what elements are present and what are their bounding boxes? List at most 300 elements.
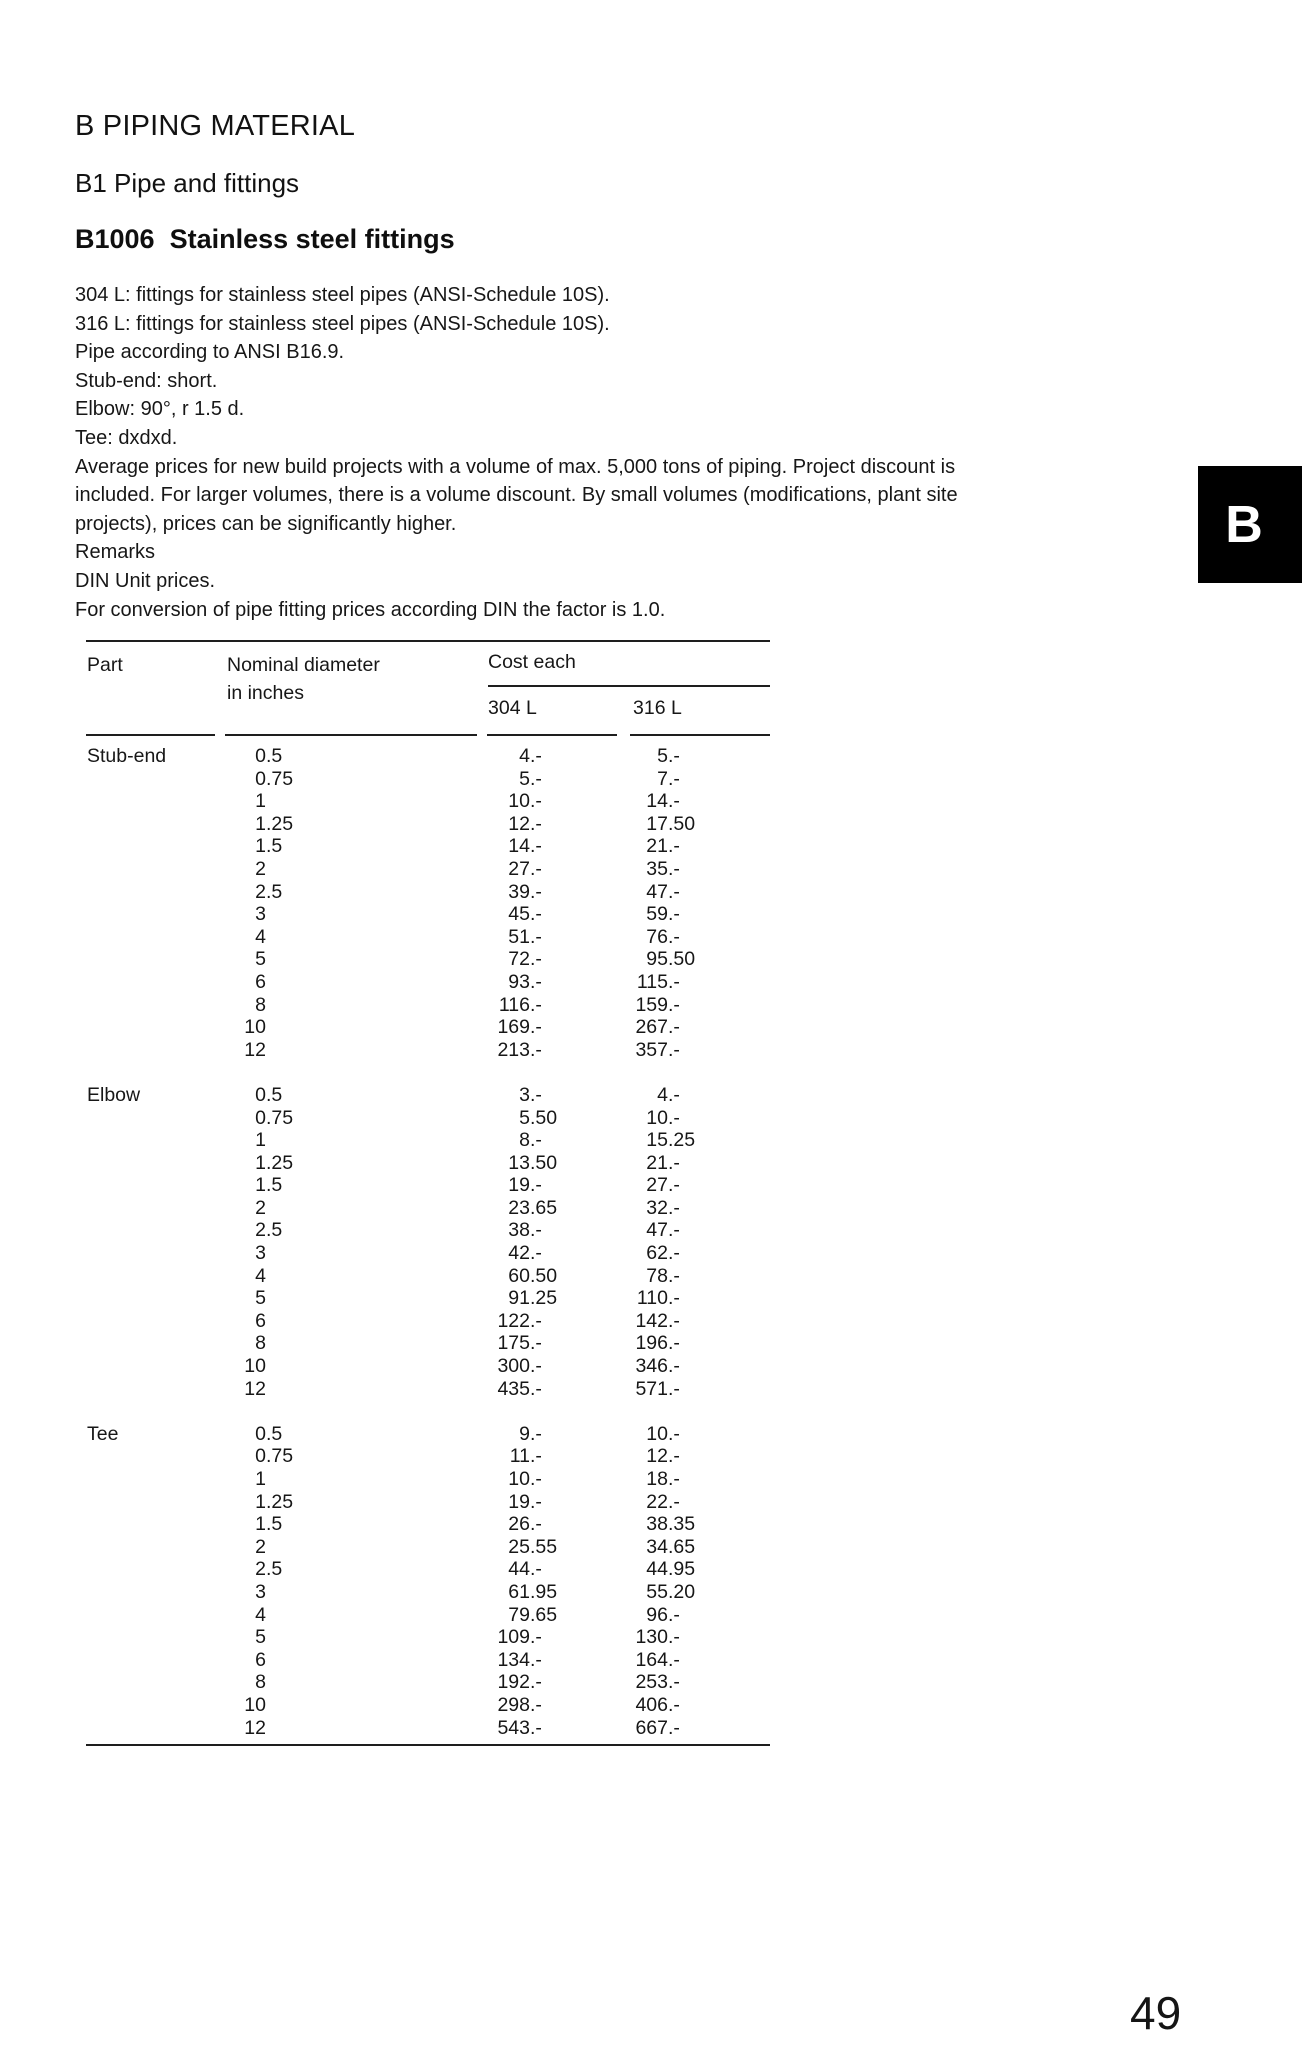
description-line: Stub-end: short. bbox=[75, 369, 218, 392]
price-316l: 164 bbox=[635, 1648, 668, 1671]
price-316l: 142 bbox=[635, 1309, 668, 1332]
diameter-value-fraction: .5 bbox=[266, 1422, 283, 1445]
diameter-value: 8 bbox=[255, 1332, 266, 1355]
price-316l-fraction: .- bbox=[668, 970, 680, 993]
table-row bbox=[86, 858, 770, 881]
table-row bbox=[86, 1445, 770, 1468]
table-row bbox=[86, 1242, 770, 1265]
column-header-316l: 316 L bbox=[633, 697, 682, 719]
price-304l-fraction: .55 bbox=[530, 1535, 558, 1558]
diameter-value-fraction: .5 bbox=[266, 835, 283, 858]
table-row bbox=[86, 1378, 770, 1401]
price-304l-fraction: .25 bbox=[530, 1287, 558, 1310]
table-row bbox=[86, 1332, 770, 1355]
price-304l: 60 bbox=[508, 1264, 530, 1287]
price-304l-fraction: .- bbox=[530, 767, 542, 790]
chapter-heading: B PIPING MATERIAL bbox=[75, 110, 356, 142]
table-row bbox=[86, 1649, 770, 1672]
price-304l-fraction: .- bbox=[530, 812, 542, 835]
price-304l: 5 bbox=[519, 767, 530, 790]
price-304l: 10 bbox=[508, 790, 530, 813]
table-row bbox=[86, 1468, 770, 1491]
price-304l-fraction: .- bbox=[530, 1558, 542, 1581]
price-304l-fraction: .- bbox=[530, 903, 542, 926]
price-304l-fraction: .- bbox=[530, 1422, 542, 1445]
price-304l: 72 bbox=[508, 948, 530, 971]
description-line: Remarks bbox=[75, 541, 156, 564]
price-316l: 96 bbox=[646, 1603, 668, 1626]
price-316l-fraction: .50 bbox=[668, 812, 696, 835]
price-304l-fraction: .- bbox=[530, 1242, 542, 1265]
price-316l-fraction: .- bbox=[668, 1151, 680, 1174]
price-316l: 47 bbox=[646, 1219, 668, 1242]
price-304l-fraction: .- bbox=[530, 993, 542, 1016]
diameter-value: 4 bbox=[255, 1264, 266, 1287]
part-column-rule bbox=[86, 734, 215, 736]
price-304l: 25 bbox=[508, 1535, 530, 1558]
price-304l-fraction: .- bbox=[530, 1355, 542, 1378]
price-316l-fraction: .- bbox=[668, 1219, 680, 1242]
price-304l-fraction: .50 bbox=[530, 1151, 558, 1174]
price-316l-fraction: .- bbox=[668, 1174, 680, 1197]
description-line: 304 L: fittings for stainless steel pipes (ANSI-Schedule 10S). bbox=[75, 284, 610, 306]
price-304l: 10 bbox=[508, 1468, 530, 1490]
table-row bbox=[86, 790, 770, 813]
part-label: Elbow bbox=[87, 1083, 141, 1106]
diameter-value: 2 bbox=[255, 1196, 266, 1219]
part-label: Tee bbox=[87, 1422, 119, 1445]
price-316l: 21 bbox=[646, 835, 668, 858]
price-304l: 8 bbox=[519, 1129, 530, 1152]
price-304l-fraction: .50 bbox=[530, 1264, 558, 1287]
price-316l-fraction: .- bbox=[668, 1287, 680, 1310]
diameter-value: 1 bbox=[255, 1151, 266, 1174]
price-316l-fraction: .- bbox=[668, 1648, 680, 1671]
column-header-part: Part bbox=[87, 654, 123, 676]
table-row bbox=[86, 1491, 770, 1514]
price-304l: 14 bbox=[508, 835, 530, 858]
price-316l: 12 bbox=[646, 1445, 668, 1468]
description bbox=[75, 281, 1145, 624]
price-316l-fraction: .- bbox=[668, 1355, 680, 1378]
price-316l: 95 bbox=[646, 948, 668, 971]
diameter-value: 1 bbox=[255, 1513, 266, 1536]
column-header-diameter: Nominal diameter bbox=[227, 654, 380, 676]
column-header-304l: 304 L bbox=[488, 697, 537, 719]
price-316l: 130 bbox=[635, 1626, 668, 1649]
price-304l: 300 bbox=[497, 1355, 530, 1378]
price-304l-fraction: .65 bbox=[530, 1196, 558, 1219]
price-316l-fraction: .95 bbox=[668, 1558, 696, 1581]
diameter-value: 8 bbox=[255, 1671, 266, 1694]
diameter-value: 4 bbox=[255, 925, 266, 948]
table-row bbox=[86, 1626, 770, 1649]
page-number: 49 bbox=[1130, 1987, 1182, 2039]
diameter-value: 6 bbox=[255, 970, 266, 993]
diameter-value-fraction: .25 bbox=[266, 1151, 294, 1174]
table-row bbox=[86, 1129, 770, 1152]
price-304l-fraction: .- bbox=[530, 1332, 542, 1355]
price-304l-fraction: .- bbox=[530, 1309, 542, 1332]
table-row bbox=[86, 1197, 770, 1220]
description-line: 316 L: fittings for stainless steel pipes (ANSI-Schedule 10S). bbox=[75, 312, 610, 335]
price-304l-fraction: .- bbox=[530, 1490, 542, 1513]
diameter-value-fraction: .75 bbox=[266, 1106, 294, 1129]
diameter-value: 5 bbox=[255, 948, 266, 971]
diameter-column-rule bbox=[225, 734, 477, 736]
diameter-value-fraction: .5 bbox=[266, 745, 283, 767]
price-316l-fraction: .- bbox=[668, 1332, 680, 1355]
price-304l-fraction: .- bbox=[530, 857, 542, 880]
diameter-value-fraction: .75 bbox=[266, 1445, 294, 1468]
table-row bbox=[86, 745, 770, 768]
price-304l-fraction: .- bbox=[530, 745, 542, 767]
price-304l: 93 bbox=[508, 970, 530, 993]
price-304l: 79 bbox=[508, 1603, 530, 1626]
price-304l-fraction: .- bbox=[530, 790, 542, 813]
price-304l: 134 bbox=[497, 1648, 530, 1671]
price-304l-fraction: .- bbox=[530, 1626, 542, 1649]
price-304l: 45 bbox=[508, 903, 530, 926]
table-row bbox=[86, 1265, 770, 1288]
diameter-value: 8 bbox=[255, 993, 266, 1016]
price-304l: 3 bbox=[519, 1083, 530, 1106]
price-316l: 38 bbox=[646, 1513, 668, 1536]
price-304l-fraction: .- bbox=[530, 835, 542, 858]
price-316l: 18 bbox=[646, 1468, 668, 1490]
price-316l-fraction: .- bbox=[668, 1671, 680, 1694]
table-row bbox=[86, 813, 770, 836]
price-316l-fraction: .- bbox=[668, 1083, 680, 1106]
cost-group-rule bbox=[488, 685, 770, 687]
price-316l: 346 bbox=[635, 1355, 668, 1378]
table-row bbox=[86, 1016, 770, 1039]
diameter-value-fraction: .5 bbox=[266, 1558, 283, 1581]
diameter-value-fraction: .5 bbox=[266, 880, 283, 903]
table-row bbox=[86, 903, 770, 926]
price-304l: 19 bbox=[508, 1490, 530, 1513]
price-316l: 15 bbox=[646, 1129, 668, 1152]
diameter-value: 5 bbox=[255, 1626, 266, 1649]
price-316l-fraction: .- bbox=[668, 857, 680, 880]
diameter-value: 3 bbox=[255, 1242, 266, 1265]
price-304l: 122 bbox=[497, 1309, 530, 1332]
table-row bbox=[86, 768, 770, 791]
col-316-rule bbox=[630, 734, 770, 736]
price-316l-fraction: .20 bbox=[668, 1580, 696, 1603]
price-304l-fraction: .- bbox=[530, 1693, 542, 1716]
price-316l: 667 bbox=[635, 1716, 668, 1739]
table-row bbox=[86, 1219, 770, 1242]
diameter-value: 0 bbox=[255, 767, 266, 790]
table-row bbox=[86, 881, 770, 904]
price-304l-fraction: .- bbox=[530, 1219, 542, 1242]
diameter-value: 2 bbox=[255, 880, 266, 903]
price-316l-fraction: .- bbox=[668, 1309, 680, 1332]
diameter-value: 10 bbox=[244, 1016, 266, 1039]
table-row bbox=[86, 1107, 770, 1130]
price-316l-fraction: .- bbox=[668, 1016, 680, 1039]
diameter-value: 1 bbox=[255, 790, 266, 813]
table-bottom-rule bbox=[86, 1744, 770, 1746]
column-header-diameter-unit: in inches bbox=[227, 682, 304, 704]
price-316l: 196 bbox=[635, 1332, 668, 1355]
price-316l: 47 bbox=[646, 880, 668, 903]
price-304l-fraction: .- bbox=[530, 1377, 542, 1400]
table-row bbox=[86, 1423, 770, 1446]
price-316l: 10 bbox=[646, 1106, 668, 1129]
table-row bbox=[86, 1558, 770, 1581]
price-316l: 10 bbox=[646, 1422, 668, 1445]
diameter-value: 1 bbox=[255, 1490, 266, 1513]
table-row bbox=[86, 1039, 770, 1062]
price-304l: 12 bbox=[508, 812, 530, 835]
price-304l: 38 bbox=[508, 1219, 530, 1242]
diameter-value-fraction: .25 bbox=[266, 1490, 294, 1513]
price-316l: 21 bbox=[646, 1151, 668, 1174]
price-304l: 44 bbox=[508, 1558, 530, 1581]
price-316l-fraction: .- bbox=[668, 835, 680, 858]
table-row bbox=[86, 1355, 770, 1378]
diameter-value: 0 bbox=[255, 1083, 266, 1106]
price-316l-fraction: .- bbox=[668, 1196, 680, 1219]
diameter-value: 12 bbox=[244, 1716, 266, 1739]
diameter-value: 3 bbox=[255, 903, 266, 926]
item-code: B1006 bbox=[75, 224, 155, 254]
diameter-value-fraction: .5 bbox=[266, 1174, 283, 1197]
diameter-value: 2 bbox=[255, 1558, 266, 1581]
price-316l: 62 bbox=[646, 1242, 668, 1265]
price-304l-fraction: .- bbox=[530, 1038, 542, 1061]
price-304l: 19 bbox=[508, 1174, 530, 1197]
price-316l: 34 bbox=[646, 1535, 668, 1558]
price-316l-fraction: .- bbox=[668, 1693, 680, 1716]
diameter-value: 10 bbox=[244, 1693, 266, 1716]
description-line: Average prices for new build projects with a volume of max. 5,000 tons of piping. Project discount is bbox=[75, 455, 956, 478]
price-304l: 11 bbox=[509, 1445, 530, 1468]
diameter-value: 4 bbox=[255, 1603, 266, 1626]
diameter-value-fraction: .5 bbox=[266, 1083, 283, 1106]
price-304l-fraction: .- bbox=[530, 1174, 542, 1197]
price-316l: 44 bbox=[646, 1558, 668, 1581]
table-row bbox=[86, 1084, 770, 1107]
table-row bbox=[86, 1671, 770, 1694]
price-304l: 175 bbox=[497, 1332, 530, 1355]
price-316l: 55 bbox=[646, 1580, 668, 1603]
price-304l-fraction: .50 bbox=[530, 1106, 558, 1129]
part-label: Stub-end bbox=[87, 745, 167, 767]
diameter-value-fraction: .5 bbox=[266, 1513, 283, 1536]
diameter-value: 2 bbox=[255, 1535, 266, 1558]
table-row bbox=[86, 1174, 770, 1197]
price-304l: 61 bbox=[508, 1580, 530, 1603]
price-304l-fraction: .- bbox=[530, 1513, 542, 1536]
description-line: DIN Unit prices. bbox=[75, 569, 216, 592]
table-row bbox=[86, 1287, 770, 1310]
description-line: included. For larger volumes, there is a volume discount. By small volumes (modifications, plant site bbox=[75, 484, 958, 507]
table-top-rule bbox=[86, 640, 770, 642]
price-316l-fraction: .- bbox=[668, 767, 680, 790]
item-heading bbox=[75, 224, 455, 255]
price-table bbox=[86, 640, 770, 1748]
description-line: Elbow: 90°, r 1.5 d. bbox=[75, 398, 245, 421]
price-316l-fraction: .- bbox=[668, 993, 680, 1016]
price-316l: 17 bbox=[646, 812, 668, 835]
price-304l-fraction: .- bbox=[530, 1468, 542, 1490]
description-line: Pipe according to ANSI B16.9. bbox=[75, 341, 345, 364]
price-316l: 76 bbox=[646, 925, 668, 948]
diameter-value: 0 bbox=[255, 1422, 266, 1445]
price-316l-fraction: .- bbox=[668, 1603, 680, 1626]
price-304l: 91 bbox=[508, 1287, 530, 1310]
price-316l-fraction: .50 bbox=[668, 948, 696, 971]
price-304l: 109 bbox=[497, 1626, 530, 1649]
price-316l: 253 bbox=[635, 1671, 668, 1694]
price-304l-fraction: .- bbox=[530, 948, 542, 971]
price-304l-fraction: .- bbox=[530, 1016, 542, 1039]
price-316l-fraction: .- bbox=[668, 1468, 680, 1490]
price-304l-fraction: .- bbox=[530, 1445, 542, 1468]
table-row bbox=[86, 971, 770, 994]
table-row bbox=[86, 1513, 770, 1536]
table-row bbox=[86, 1717, 770, 1740]
price-304l: 543 bbox=[497, 1716, 530, 1739]
table-row bbox=[86, 926, 770, 949]
price-316l: 7 bbox=[657, 767, 668, 790]
price-316l-fraction: .- bbox=[668, 790, 680, 813]
diameter-value: 1 bbox=[255, 835, 266, 858]
price-304l-fraction: .- bbox=[530, 1648, 542, 1671]
diameter-value: 0 bbox=[255, 1106, 266, 1129]
table-row bbox=[86, 948, 770, 971]
table-row bbox=[86, 835, 770, 858]
price-316l: 27 bbox=[646, 1174, 668, 1197]
price-316l-fraction: .- bbox=[668, 903, 680, 926]
table-row bbox=[86, 1694, 770, 1717]
price-304l: 213 bbox=[497, 1038, 530, 1061]
price-304l-fraction: .- bbox=[530, 970, 542, 993]
diameter-value: 2 bbox=[255, 1219, 266, 1242]
price-316l-fraction: .25 bbox=[668, 1129, 696, 1152]
chapter-tab bbox=[1198, 466, 1302, 583]
price-304l-fraction: .- bbox=[530, 925, 542, 948]
price-316l-fraction: .- bbox=[668, 745, 680, 767]
price-316l-fraction: .- bbox=[668, 1422, 680, 1445]
section-spacer bbox=[86, 1061, 770, 1084]
diameter-value: 0 bbox=[255, 1445, 266, 1468]
price-316l: 14 bbox=[646, 790, 668, 813]
price-316l: 4 bbox=[657, 1083, 668, 1106]
price-316l-fraction: .- bbox=[668, 1377, 680, 1400]
price-316l: 267 bbox=[635, 1016, 668, 1039]
price-316l: 406 bbox=[635, 1693, 668, 1716]
diameter-value: 12 bbox=[244, 1377, 266, 1400]
price-304l-fraction: .- bbox=[530, 1716, 542, 1739]
price-316l-fraction: .- bbox=[668, 1264, 680, 1287]
price-304l-fraction: .- bbox=[530, 880, 542, 903]
price-304l: 5 bbox=[519, 1106, 530, 1129]
price-316l: 110 bbox=[636, 1287, 668, 1310]
price-316l-fraction: .- bbox=[668, 925, 680, 948]
price-304l: 169 bbox=[497, 1016, 530, 1039]
price-304l: 26 bbox=[508, 1513, 530, 1536]
price-304l: 4 bbox=[519, 745, 530, 767]
price-316l: 22 bbox=[646, 1490, 668, 1513]
price-316l-fraction: .35 bbox=[668, 1513, 696, 1536]
price-316l-fraction: .- bbox=[668, 1626, 680, 1649]
table-row bbox=[86, 1536, 770, 1559]
table-row bbox=[86, 1581, 770, 1604]
price-316l-fraction: .65 bbox=[668, 1535, 696, 1558]
price-304l-fraction: .65 bbox=[530, 1603, 558, 1626]
diameter-value-fraction: .25 bbox=[266, 812, 294, 835]
price-304l: 192 bbox=[497, 1671, 530, 1694]
price-304l-fraction: .95 bbox=[530, 1580, 558, 1603]
diameter-value-fraction: .5 bbox=[266, 1219, 283, 1242]
price-316l-fraction: .- bbox=[668, 1242, 680, 1265]
price-316l: 5 bbox=[657, 745, 668, 767]
price-304l: 9 bbox=[519, 1422, 530, 1445]
price-316l-fraction: .- bbox=[668, 1445, 680, 1468]
price-316l-fraction: .- bbox=[668, 880, 680, 903]
diameter-value-fraction: .75 bbox=[266, 767, 294, 790]
price-316l: 159 bbox=[635, 993, 668, 1016]
diameter-value: 10 bbox=[244, 1355, 266, 1378]
item-title: Stainless steel fittings bbox=[169, 224, 455, 254]
section-heading: B1 Pipe and fittings bbox=[75, 168, 300, 198]
price-316l: 571 bbox=[635, 1377, 668, 1400]
diameter-value: 1 bbox=[255, 1468, 266, 1490]
price-316l-fraction: .- bbox=[668, 1490, 680, 1513]
price-304l: 51 bbox=[508, 925, 530, 948]
price-316l-fraction: .- bbox=[668, 1038, 680, 1061]
price-304l: 435 bbox=[497, 1377, 530, 1400]
diameter-value: 6 bbox=[255, 1309, 266, 1332]
price-304l: 23 bbox=[508, 1196, 530, 1219]
diameter-value: 3 bbox=[255, 1580, 266, 1603]
price-304l: 116 bbox=[498, 993, 530, 1016]
table-row bbox=[86, 1604, 770, 1627]
diameter-value: 0 bbox=[255, 745, 266, 767]
price-304l-fraction: .- bbox=[530, 1129, 542, 1152]
chapter-tab-letter: B bbox=[1225, 495, 1263, 554]
diameter-value: 1 bbox=[255, 1129, 266, 1152]
price-316l-fraction: .- bbox=[668, 1106, 680, 1129]
table-row bbox=[86, 1310, 770, 1333]
diameter-value: 12 bbox=[244, 1038, 266, 1061]
diameter-value: 2 bbox=[255, 857, 266, 880]
price-316l: 78 bbox=[646, 1264, 668, 1287]
price-316l: 115 bbox=[636, 970, 668, 993]
price-316l: 32 bbox=[646, 1196, 668, 1219]
price-304l-fraction: .- bbox=[530, 1671, 542, 1694]
diameter-value: 1 bbox=[255, 812, 266, 835]
price-304l: 13 bbox=[508, 1151, 530, 1174]
table-row bbox=[86, 1152, 770, 1175]
price-304l: 298 bbox=[497, 1693, 530, 1716]
description-line: Tee: dxdxd. bbox=[75, 426, 178, 449]
column-header-cost: Cost each bbox=[488, 651, 576, 673]
table-row bbox=[86, 994, 770, 1017]
price-316l-fraction: .- bbox=[668, 1716, 680, 1739]
price-304l-fraction: .- bbox=[530, 1083, 542, 1106]
price-316l: 59 bbox=[646, 903, 668, 926]
price-316l: 357 bbox=[635, 1038, 668, 1061]
price-304l: 27 bbox=[508, 857, 530, 880]
diameter-value: 5 bbox=[255, 1287, 266, 1310]
price-304l: 42 bbox=[508, 1242, 530, 1265]
description-line: projects), prices can be significantly higher. bbox=[75, 512, 457, 535]
